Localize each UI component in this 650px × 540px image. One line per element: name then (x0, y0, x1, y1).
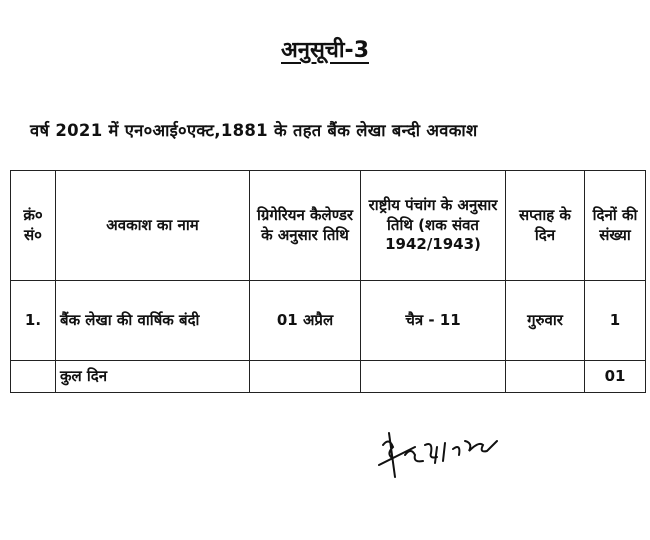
cell-empty (506, 361, 585, 393)
cell-empty (250, 361, 361, 393)
cell-gregorian-date: 01 अप्रैल (250, 281, 361, 361)
cell-weekday: गुरुवार (506, 281, 585, 361)
header-days-count: दिनों की संख्या (585, 171, 646, 281)
signature (375, 425, 505, 485)
cell-empty (361, 361, 506, 393)
document-title (0, 34, 650, 64)
table-row (11, 281, 646, 361)
holiday-table (10, 170, 646, 393)
document-subtitle: वर्ष 2021 में एन०आई०एक्ट,1881 के तहत बैंक लेखा बन्दी अवकाश (30, 121, 478, 140)
title-text: अनुसूची-3 (281, 38, 369, 63)
header-serial: क्रं० सं० (11, 171, 56, 281)
header-gregorian-date: ग्रिगेरियन कैलेण्डर के अनुसार तिथि (250, 171, 361, 281)
cell-national-date: चैत्र - 11 (361, 281, 506, 361)
header-national-calendar-date: राष्ट्रीय पंचांग के अनुसार तिथि (शक संवत 1942/1943) (361, 171, 506, 281)
cell-empty (11, 361, 56, 393)
total-value: 01 (585, 361, 646, 393)
total-label: कुल दिन (56, 361, 250, 393)
header-holiday-name: अवकाश का नाम (56, 171, 250, 281)
table-total-row (11, 361, 646, 393)
table-header-row (11, 171, 646, 281)
cell-days: 1 (585, 281, 646, 361)
header-weekday: सप्ताह के दिन (506, 171, 585, 281)
cell-serial: 1. (11, 281, 56, 361)
cell-holiday-name: बैंक लेखा की वार्षिक बंदी (56, 281, 250, 361)
